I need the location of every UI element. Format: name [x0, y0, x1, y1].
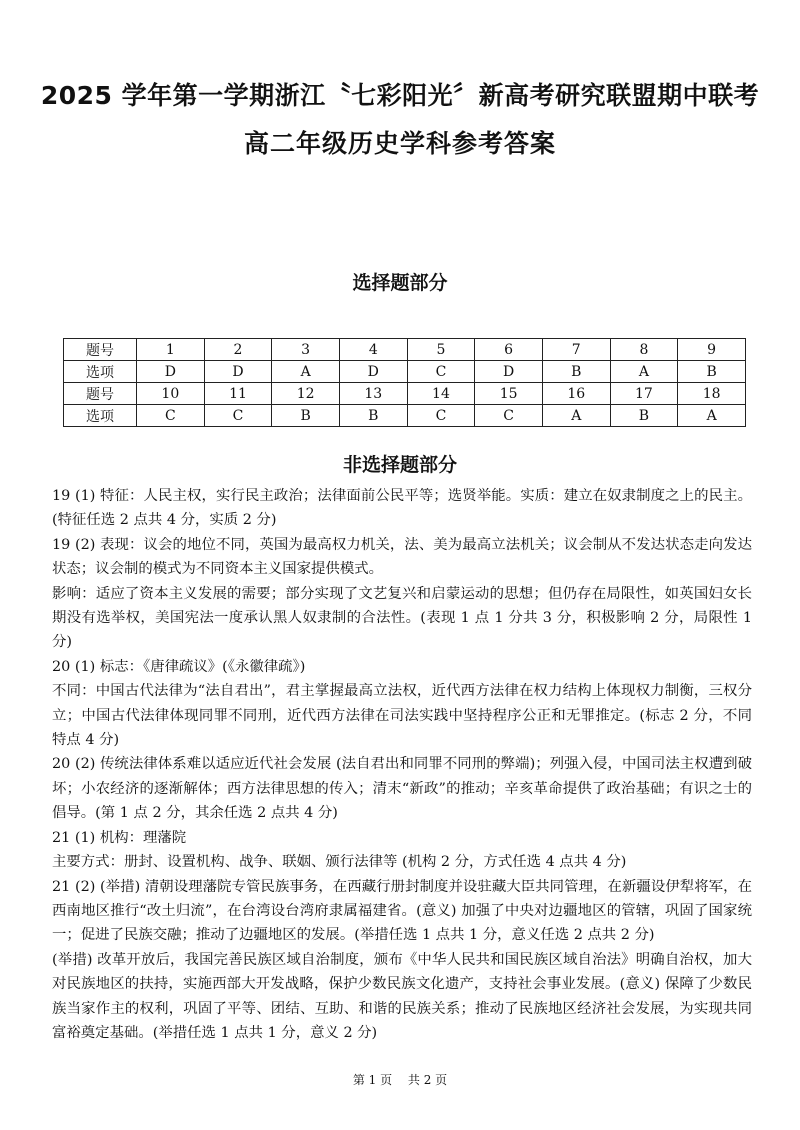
question-number: 18 — [678, 383, 746, 405]
question-number: 8 — [610, 339, 678, 361]
table-row-answers-2 — [64, 405, 746, 427]
answer-paragraph-19-2-impact: 影响：适应了资本主义发展的需要；部分实现了文艺复兴和启蒙运动的思想；但仍存在局限性，如英国妇女长期没有选举权，美国宪法一度承认黑人奴隶制的合法性。(表现 1 点 1 分共 3 分，积极影响 2 分，局限性 1 分) — [52, 585, 752, 651]
answer-option: B — [339, 405, 407, 427]
answer-option: A — [272, 361, 340, 383]
answer-paragraph-21-1-methods: 主要方式：册封、设置机构、战争、联姻、颁行法律等 (机构 2 分，方式任选 4 点共 4 分) — [52, 854, 627, 871]
answer-paragraph-21-1: 21 (1) 机构：理藩院 — [52, 829, 187, 846]
document-subtitle: 高二年级历史学科参考答案 — [243, 129, 556, 158]
page-number: 第 1 页 共 2 页 — [352, 1073, 448, 1087]
answer-option: B — [610, 405, 678, 427]
answer-option: B — [678, 361, 746, 383]
question-number: 9 — [678, 339, 746, 361]
question-number: 16 — [542, 383, 610, 405]
row-label-number: 题号 — [64, 339, 137, 361]
answer-option: D — [475, 361, 543, 383]
answer-option: B — [272, 405, 340, 427]
question-number: 3 — [272, 339, 340, 361]
question-number: 7 — [542, 339, 610, 361]
document-title: 2025 学年第一学期浙江〝七彩阳光〞新高考研究联盟期中联考 — [40, 81, 760, 110]
choice-section-title: 选择题部分 — [352, 272, 448, 294]
question-number: 10 — [137, 383, 205, 405]
answer-option: A — [542, 405, 610, 427]
question-number: 17 — [610, 383, 678, 405]
row-label-number: 题号 — [64, 383, 137, 405]
answer-paragraph-19-1: 19 (1) 特征：人民主权，实行民主政治；法律面前公民平等；选贤举能。实质：建立在奴隶制度之上的民主。(特征任选 2 点共 4 分，实质 2 分) — [52, 488, 752, 529]
answer-option: C — [204, 405, 272, 427]
question-number: 5 — [407, 339, 475, 361]
answer-paragraph-21-2-modern: (举措) 改革开放后，我国完善民族区域自治制度，颁布《中华人民共和国民族区域自治法》明确自治权，加大对民族地区的扶持，实施西部大开发战略，保护少数民族文化遗产，支持社会事业发展。(意义) 保障了少数民族当家作主的权利，巩固了平等、团结、互助、和谐的民族关系；推动了民族地区经济社会发展，为实现共同富裕奠定基础。(举措任选 1 点共 1 分，意义 2 分) — [52, 951, 752, 1041]
question-number: 11 — [204, 383, 272, 405]
answer-paragraph-20-2: 20 (2) 传统法律体系难以适应近代社会发展 (法自君出和同罪不同刑的弊端)；列强入侵，中国司法主权遭到破坏；小农经济的逐渐解体；西方法律思想的传入；清末“新政”的推动；辛亥革命提供了政治基础；有识之士的倡导。(第 1 点 2 分，其余任选 2 点共 4 分) — [52, 756, 752, 822]
answer-paragraph-20-1-diff: 不同：中国古代法律为“法自君出”，君主掌握最高立法权，近代西方法律在权力结构上体现权力制衡，三权分立；中国古代法律体现同罪不同刑，近代西方法律在司法实践中坚持程序公正和无罪推定。(标志 2 分，不同特点 4 分) — [52, 683, 752, 749]
answer-option: C — [475, 405, 543, 427]
nonchoice-section-title: 非选择题部分 — [342, 454, 457, 476]
answer-paragraph-20-1: 20 (1) 标志：《唐律疏议》(《永徽律疏》) — [52, 658, 306, 675]
answer-option: D — [137, 361, 205, 383]
answer-option: B — [542, 361, 610, 383]
row-label-option: 选项 — [64, 405, 137, 427]
question-number: 15 — [475, 383, 543, 405]
answer-option: A — [610, 361, 678, 383]
answer-paragraph-21-2: 21 (2) (举措) 清朝设理藩院专管民族事务，在西藏行册封制度并设驻藏大臣共同管理，在新疆设伊犁将军，在西南地区推行“改土归流”，在台湾设台湾府隶属福建省。(意义) 加强了中央对边疆地区的管辖，巩固了国家统一；促进了民族交融；推动了边疆地区的发展。(举措任选 1 点共 1 分，意义任选 2 点共 2 分) — [52, 878, 752, 944]
answer-option: A — [678, 405, 746, 427]
table-row-numbers-2 — [64, 383, 746, 405]
table-row-numbers-1 — [64, 339, 746, 361]
answer-option: D — [339, 361, 407, 383]
answer-option: D — [204, 361, 272, 383]
question-number: 13 — [339, 383, 407, 405]
answer-body — [52, 484, 752, 1045]
answer-paragraph-19-2: 19 (2) 表现：议会的地位不同，英国为最高权力机关，法、美为最高立法机关；议会制从不发达状态走向发达状态；议会制的模式为不同资本主义国家提供模式。 — [52, 536, 752, 578]
question-number: 2 — [204, 339, 272, 361]
answer-option: C — [137, 405, 205, 427]
question-number: 4 — [339, 339, 407, 361]
answer-table — [63, 338, 746, 427]
question-number: 6 — [475, 339, 543, 361]
answer-option: C — [407, 405, 475, 427]
question-number: 12 — [272, 383, 340, 405]
question-number: 14 — [407, 383, 475, 405]
row-label-option: 选项 — [64, 361, 137, 383]
answer-option: C — [407, 361, 475, 383]
question-number: 1 — [137, 339, 205, 361]
table-row-answers-1 — [64, 361, 746, 383]
